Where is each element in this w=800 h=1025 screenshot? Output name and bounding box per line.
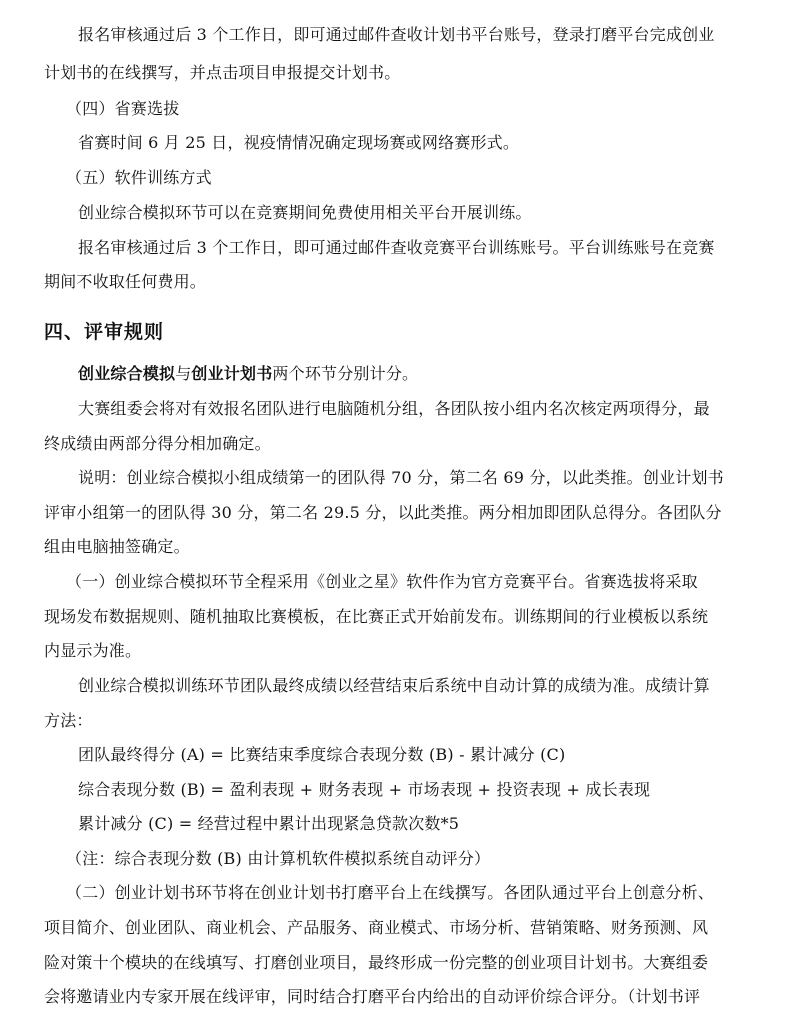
formula-line: 团队最终得分 (A) = 比赛结束季度综合表现分数 (B) - 累计减分 (C) (78, 745, 566, 764)
paragraph-line: 报名审核通过后 3 个工作日，即可通过邮件查收计划书平台账号，登录打磨平台完成创业 (78, 25, 715, 44)
paragraph-line: 大赛组委会将对有效报名团队进行电脑随机分组，各团队按小组内名次核定两项得分，最 (78, 399, 710, 418)
scoring-part-simulation: 创业综合模拟 (78, 364, 176, 383)
paragraph-line: 终成绩由两部分得分相加确定。 (44, 434, 271, 453)
paragraph-line: 项目简介、创业团队、商业机会、产品服务、商业模式、市场分析、营销策略、财务预测、风 (44, 918, 709, 937)
note-line: （注：综合表现分数 (B) 由计算机软件模拟系统自动评分） (66, 849, 491, 868)
paragraph-line: 现场发布数据规则、随机抽取比赛模板，在比赛正式开始前发布。训练期间的行业模板以系统 (44, 607, 709, 626)
scoring-connector: 与 (175, 364, 192, 383)
paragraph-line: （二）创业计划书环节将在创业计划书打磨平台上在线撰写。各团队通过平台上创意分析、 (66, 883, 715, 902)
paragraph-line: 计划书的在线撰写，并点击项目申报提交计划书。 (44, 63, 401, 82)
section-heading: 四、评审规则 (44, 321, 165, 343)
paragraph-line: 期间不收取任何费用。 (44, 272, 207, 291)
paragraph-line: 内显示为准。 (44, 641, 142, 660)
paragraph-line: 说明：创业综合模拟小组成绩第一的团队得 70 分，第二名 69 分，以此类推。创业计划书 (78, 468, 724, 487)
paragraph-line: 险对策十个模块的在线填写、打磨创业项目，最终形成一份完整的创业项目计划书。大赛组委 (44, 953, 709, 972)
paragraph-line: 会将邀请业内专家开展在线评审，同时结合打磨平台内给出的自动评价综合评分。（计划书评 (44, 987, 701, 1006)
formula-line: 综合表现分数 (B) = 盈利表现 + 财务表现 + 市场表现 + 投资表现 + 成长表现 (78, 780, 651, 799)
paragraph-line: （一）创业综合模拟环节全程采用《创业之星》软件作为官方竞赛平台。省赛选拔将采取 (66, 572, 698, 591)
paragraph-line: 创业综合模拟环节可以在竞赛期间免费使用相关平台开展训练。 (78, 203, 532, 222)
paragraph-line: 组由电脑抽签确定。 (44, 537, 190, 556)
scoring-rest: 两个环节分别计分。 (272, 364, 419, 383)
scoring-intro (78, 364, 418, 384)
paragraph-line: 创业综合模拟训练环节团队最终成绩以经营结束后系统中自动计算的成绩为准。成绩计算 (78, 676, 710, 695)
paragraph-line: 评审小组第一的团队得 30 分，第二名 29.5 分，以此类推。两分相加即团队总得分。各团队分 (44, 503, 722, 522)
paragraph-line: 方法： (44, 711, 93, 730)
paragraph-line: 省赛时间 6 月 25 日，视疫情情况确定现场赛或网络赛形式。 (78, 133, 520, 152)
subheading-software-training: （五）软件训练方式 (66, 168, 212, 187)
formula-line: 累计减分 (C) = 经营过程中累计出现紧急贷款次数*5 (78, 814, 460, 833)
scoring-part-plan: 创业计划书 (191, 364, 273, 383)
subheading-provincial-selection: （四）省赛选拔 (66, 99, 180, 118)
paragraph-line: 报名审核通过后 3 个工作日，即可通过邮件查收竞赛平台训练账号。平台训练账号在竞赛 (78, 238, 715, 257)
